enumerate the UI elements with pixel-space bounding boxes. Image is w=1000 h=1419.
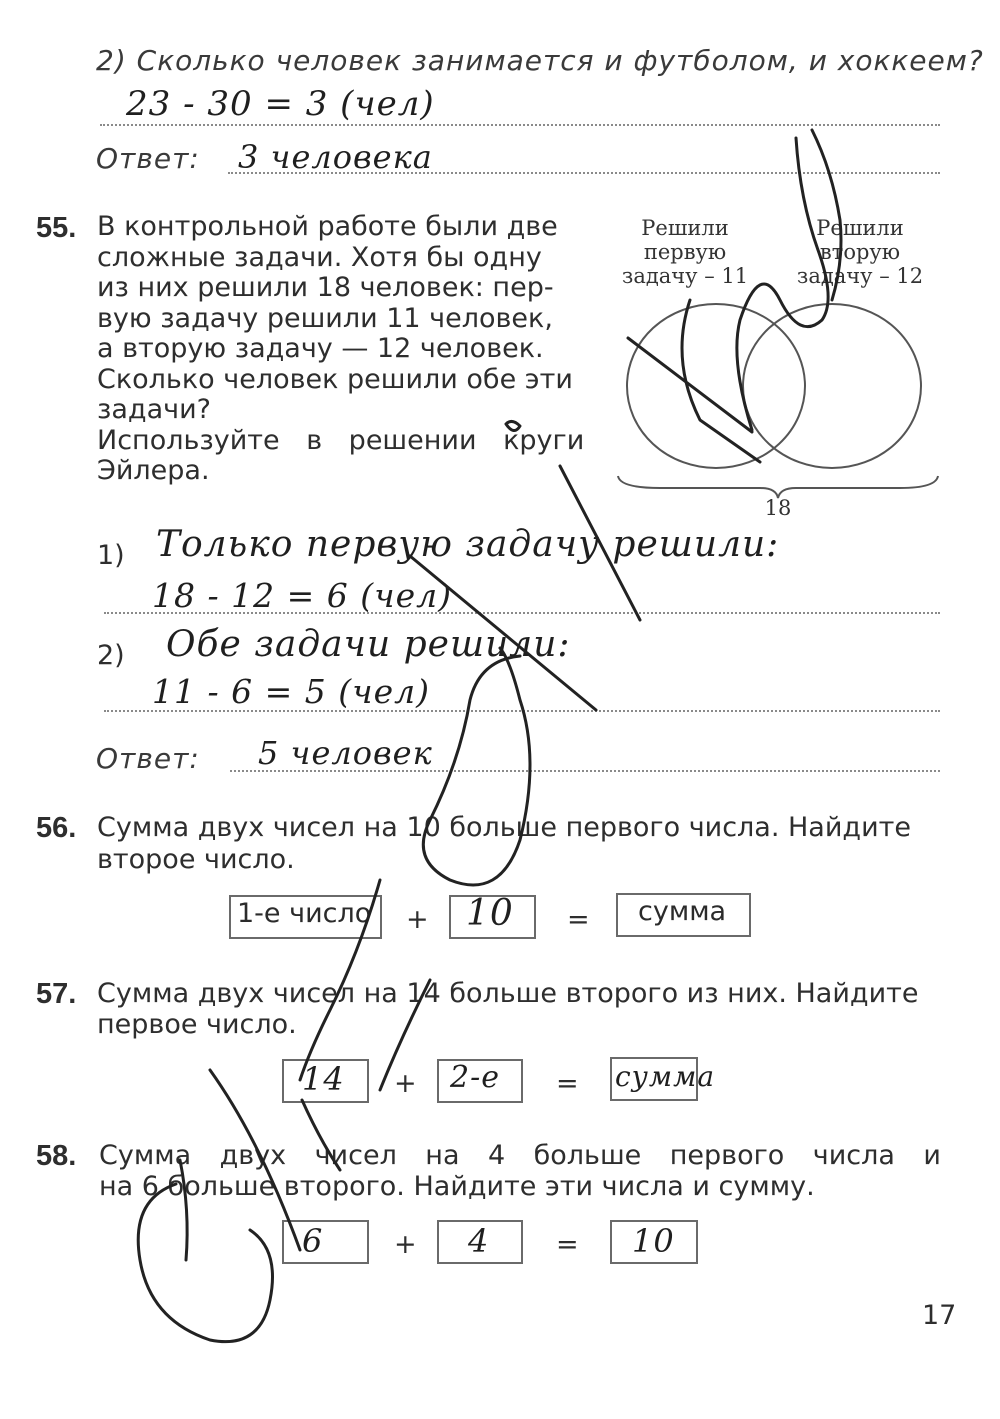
problem-55-line: из них решили 18 человек: пер-: [97, 272, 554, 303]
box-first-number-text: 6: [302, 1222, 324, 1260]
box-second-number-text: 2-е: [450, 1060, 500, 1095]
word: первого: [669, 1140, 785, 1171]
top-work-handwriting: 23 - 30 = 3 (чел): [126, 84, 435, 124]
venn-left-label-line: Решили: [641, 216, 729, 240]
venn-left-label: [610, 216, 760, 288]
problem-55-line: вую задачу решили 11 человек,: [97, 302, 553, 334]
venn-right-circle: [743, 304, 921, 468]
word: числа: [812, 1140, 895, 1171]
problem-number-58: 58.: [36, 1140, 77, 1172]
problem-55-line: задачи?: [97, 394, 211, 425]
problem-55-line: Используйте в решении круги: [97, 424, 585, 456]
plus-sign: +: [394, 1068, 417, 1099]
box-second-number-text: 10: [466, 893, 514, 934]
step-1-calc: 18 - 12 = 6 (чел): [152, 576, 453, 615]
venn-left-label-line: задачу – 11: [621, 264, 749, 288]
answer-line: [100, 124, 940, 126]
problem-57-line-2: первое число.: [97, 1009, 297, 1040]
venn-right-label-line: вторую: [819, 240, 901, 264]
top-question: 2) Сколько человек занимается и футболом, и хоккеем?: [96, 44, 984, 77]
venn-left-circle: [627, 304, 805, 468]
venn-total: 18: [764, 496, 792, 520]
step-1-label: 1): [97, 540, 125, 571]
word: чисел: [314, 1140, 397, 1171]
problem-57-line-1: Сумма двух чисел на 14 больше второго из них. Найдите: [97, 978, 919, 1009]
answer-line: [104, 710, 940, 712]
problem-56-line-1: Сумма двух чисел на 10 больше первого числа. Найдите: [97, 812, 911, 843]
venn-right-label-line: задачу – 12: [796, 264, 924, 288]
problem-number-55: 55.: [36, 212, 77, 244]
venn-right-label: [785, 216, 935, 288]
word: 4: [487, 1140, 506, 1171]
problem-55-line: В контрольной работе были две: [97, 211, 558, 242]
word: на: [425, 1140, 460, 1171]
box-sum-text: 10: [632, 1222, 675, 1260]
answer-line: [104, 612, 940, 614]
problem-number-56: 56.: [36, 812, 77, 844]
box-second-number-text: 4: [468, 1222, 490, 1260]
page-number: 17: [922, 1300, 957, 1331]
problem-55-line: сложные задачи. Хотя бы одну: [97, 241, 542, 273]
box-first-number-text: 1-е число: [237, 898, 372, 929]
answer-55-handwriting: 5 человек: [258, 734, 433, 772]
plus-sign: +: [406, 904, 429, 935]
box-first-number-text: 14: [302, 1060, 345, 1098]
problem-number-57: 57.: [36, 978, 77, 1010]
venn-brace: [618, 476, 938, 498]
problem-58-line-2: на 6 больше второго. Найдите эти числа и сумму.: [99, 1171, 815, 1202]
top-answer-label: Ответ:: [96, 142, 200, 175]
answer-label-55: Ответ:: [96, 742, 200, 775]
problem-55-line: Сколько человек решили обе эти: [97, 363, 573, 395]
word: больше: [533, 1140, 642, 1171]
scribble-stroke: [628, 338, 752, 432]
answer-line: [228, 172, 940, 174]
problem-56-line-2: второе число.: [97, 844, 295, 875]
problem-55-text: [97, 211, 585, 487]
box-sum-text: сумма: [638, 896, 727, 927]
equals-sign: =: [567, 904, 590, 935]
problem-55-line: Эйлера.: [97, 455, 210, 486]
equals-sign: =: [556, 1068, 579, 1099]
box-sum-text: сумма: [615, 1060, 716, 1093]
venn-right-label-line: Решили: [816, 216, 904, 240]
step-2-handwriting: Обе задачи решили:: [166, 624, 571, 665]
scribble-stroke: [682, 300, 760, 462]
problem-58-line-1: [99, 1140, 941, 1171]
scribble-stroke: [138, 1184, 272, 1342]
scribble-stroke: [423, 648, 530, 885]
top-answer-handwriting: 3 человека: [238, 138, 433, 176]
step-2-label: 2): [97, 640, 125, 671]
word: Сумма: [99, 1140, 192, 1171]
equals-sign: =: [556, 1229, 579, 1260]
plus-sign: +: [394, 1229, 417, 1260]
problem-55-line: а вторую задачу — 12 человек.: [97, 333, 544, 364]
word: двух: [219, 1140, 287, 1171]
venn-left-label-line: первую: [643, 240, 727, 264]
box-first-number: [282, 1220, 369, 1264]
word: и: [923, 1140, 941, 1171]
answer-line: [230, 770, 940, 772]
step-2-calc: 11 - 6 = 5 (чел): [152, 672, 431, 711]
step-1-handwriting: Только первую задачу решили:: [156, 524, 780, 565]
